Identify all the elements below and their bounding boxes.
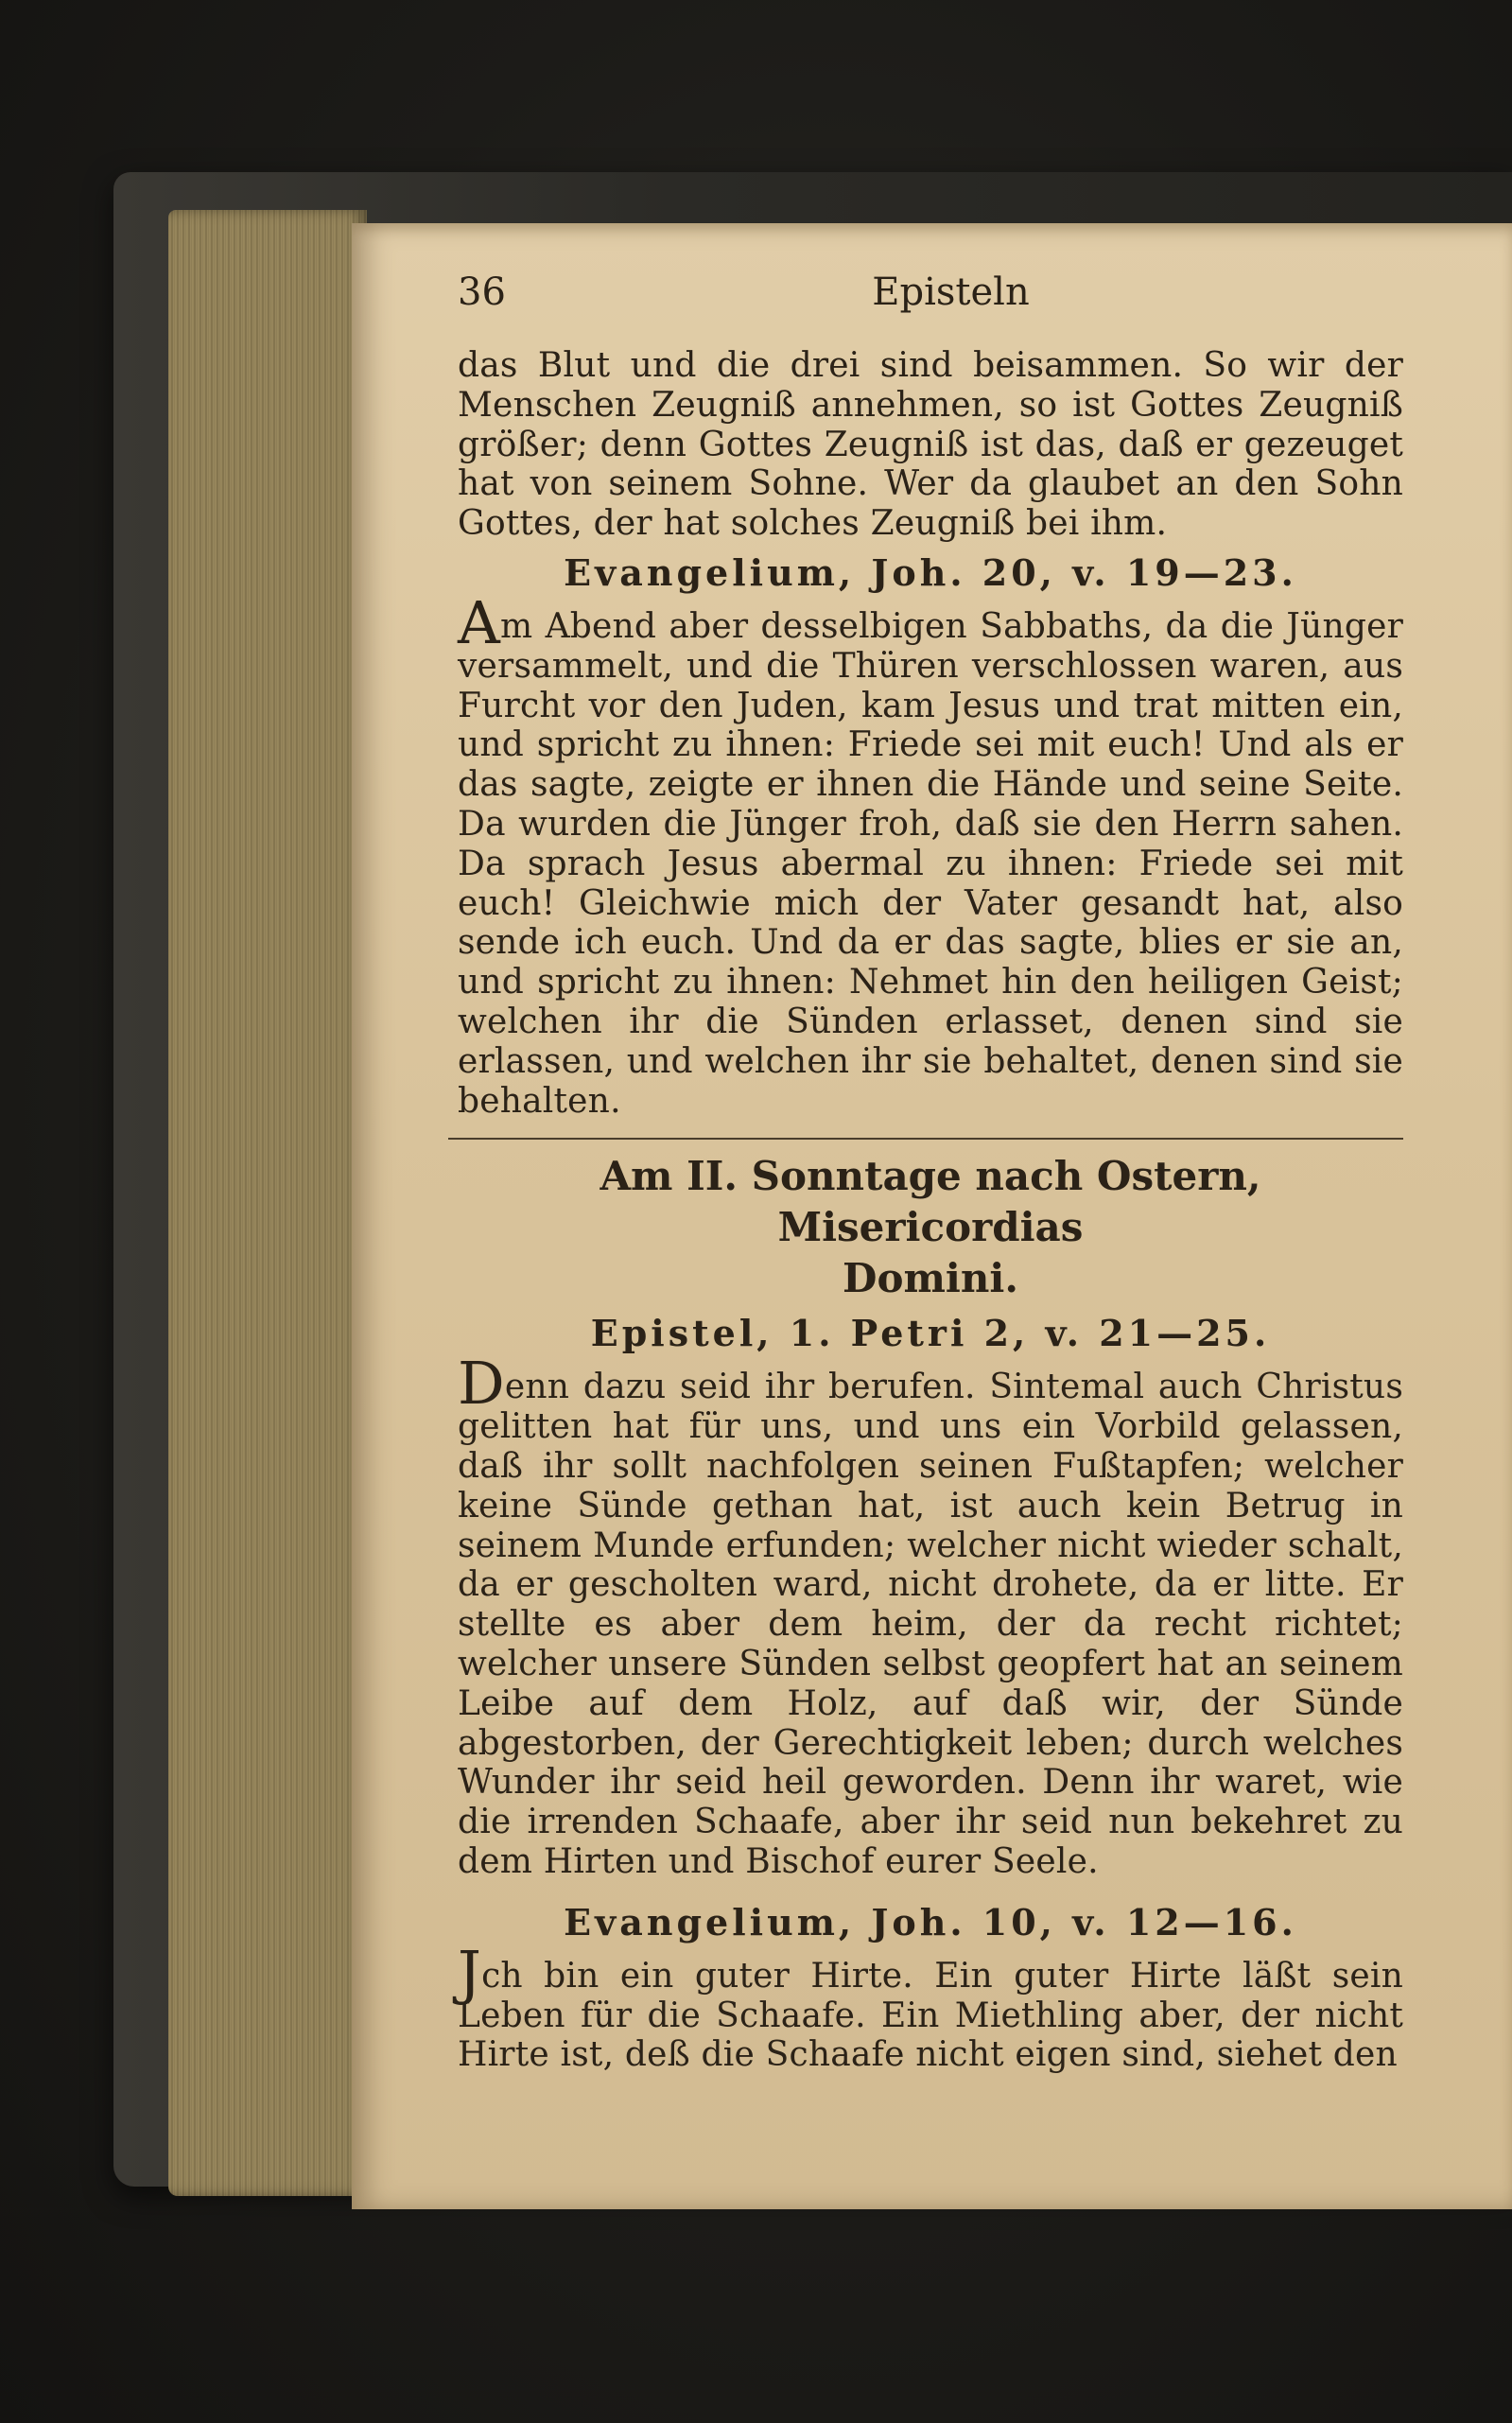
gospel-text: ch bin ein guter Hirte. Ein guter Hirte läßt sein Leben für die Schaafe. Ein Miethling aber, der nicht Hirte ist, deß die Schaafe nicht eigen sind, siehet den (458, 1956, 1403, 2075)
gospel-paragraph (458, 587, 1403, 1121)
drop-initial: J (458, 1937, 482, 2007)
section-title-line1: Am II. Sonntage nach Ostern, Misericordias (600, 1153, 1261, 1251)
section-title-line2: Domini. (843, 1255, 1018, 1302)
drop-initial: D (458, 1349, 505, 1419)
drop-initial: A (458, 587, 500, 657)
epistle-continuation: das Blut und die drei sind beisammen. So wir der Menschen Zeugniß annehmen, so ist Gottes Zeugniß größer; denn Gottes Zeugniß ist das, daß er gezeuget hat von seinem Sohne. Wer da glaubet an den Sohn Gottes, der hat solches Zeugniß bei ihm. (458, 346, 1403, 544)
page-edges (168, 210, 367, 2196)
epistle-paragraph (458, 1349, 1403, 1881)
gospel-paragraph (458, 1937, 1403, 2075)
gospel-heading: Evangelium, Joh. 20, v. 19—23. (564, 550, 1297, 594)
gospel-text: m Abend aber desselbigen Sabbaths, da die Jünger versammelt, und die Thüren verschlossen waren, aus Furcht vor den Juden, kam Jesus und trat mitten ein, und spricht zu ihnen: Friede sei mit euch! Und als er das sagte, zeigte er ihnen die Hände und seine Seite. Da wurden die Jünger froh, daß sie den Herrn sahen. Da sprach Jesus abermal zu ihnen: Friede sei mit euch! Gleichwie mich der Vater gesandt hat, also sende ich euch. Und da er das sagte, blies er sie an, und spricht zu ihnen: Nehmet hin den heiligen Geist; welchen ihr die Sünden erlasset, denen sind sie erlassen, und welchen ihr sie behaltet, denen sind sie behalten. (458, 606, 1403, 1121)
book-page (352, 223, 1512, 2209)
running-head: Episteln (872, 270, 1030, 314)
epistle-text: enn dazu seid ihr berufen. Sintemal auch Christus gelitten hat für uns, und uns ein Vorbild gelassen, daß ihr sollt nachfolgen seinen Fußtapfen; welcher keine Sünde gethan hat, ist auch kein Betrug in seinem Munde erfunden; welcher nicht wieder schalt, da er gescholten ward, nicht drohete, da er litte. Er stellte es aber dem heim, der da recht richtet; welcher unsere Sünden selbst geopfert hat an seinem Leibe auf dem Holz, auf daß wir, der Sünde abgestorben, der Gerechtigkeit leben; durch welches Wunder ihr seid heil geworden. Denn ihr waret, wie die irrenden Schaafe, aber ihr seid nun bekehret zu dem Hirten und Bischof eurer Seele. (458, 1368, 1403, 1881)
page-body (458, 346, 1403, 2075)
page-number: 36 (458, 270, 506, 314)
section-divider (448, 1138, 1403, 1140)
gospel-heading: Evangelium, Joh. 10, v. 12—16. (564, 1900, 1297, 1944)
epistle-heading: Epistel, 1. Petri 2, v. 21—25. (590, 1312, 1271, 1355)
section-title (458, 1151, 1403, 1304)
